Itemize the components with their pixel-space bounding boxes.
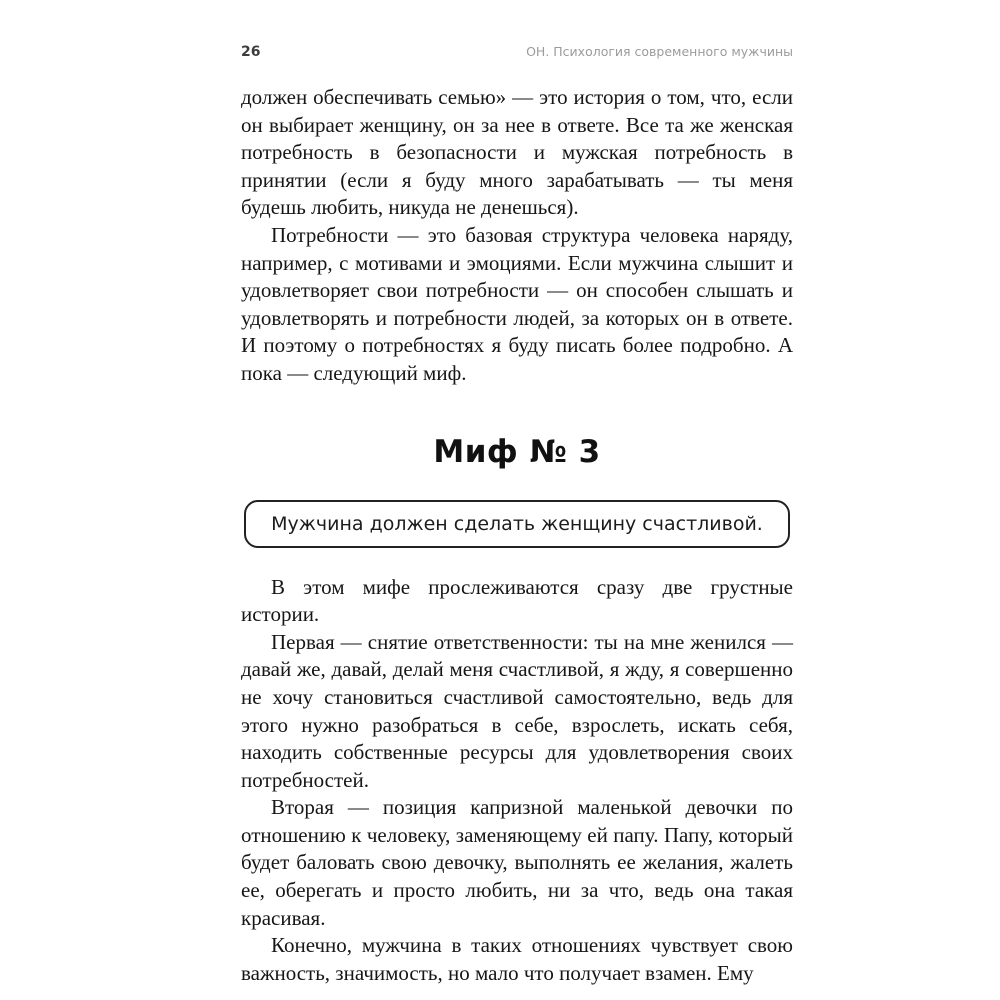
paragraph: Вторая — позиция капризной маленькой девочки по отношению к человеку, заменяющему ей папу. Папу, который будет баловать свою девочку, выполнять ее желания, жалеть ее, оберегать и просто любить, ни за что, ведь она такая красивая.: [241, 795, 793, 930]
paragraph: Конечно, мужчина в таких отношениях чувствует свою важность, значимость, но мало что получает взамен. Ему: [241, 933, 793, 985]
page-header: [241, 44, 793, 60]
running-title: ОН. Психология современного мужчины: [526, 44, 793, 59]
myth-box-text: Мужчина должен сделать женщину счастливой.: [271, 512, 763, 535]
page-body: [241, 84, 793, 987]
myth-box: [244, 500, 790, 548]
paragraph: В этом мифе прослеживаются сразу две грустные истории.: [241, 574, 793, 627]
paragraph: Потребности — это базовая структура человека наряду, например, с мотивами и эмоциями. Если мужчина слышит и удовлетворяет свои потребности — он способен слышать и удовлетворять и потребности людей, за которых он в ответе. И поэтому о потребностях я буду писать более подробно. А пока — следующий миф.: [241, 222, 793, 385]
page-number: 26: [241, 44, 261, 60]
paragraph: должен обеспечивать семью» — это история о том, что, если он выбирает женщину, он за нее в ответе. Все та же женская потребность в безопасности и мужская потребность в принятии (если я буду много зарабатывать — ты меня будешь любить, никуда не денешься).: [241, 85, 793, 220]
paragraph: Первая — снятие ответственности: ты на мне женился — давай же, давай, делай меня счастливой, я жду, я совершенно не хочу становиться счастливой самостоятельно, ведь для этого нужно разобраться в себе, взрослеть, искать себя, находить собственные ресурсы для удовлетворения своих потребностей.: [241, 629, 793, 792]
myth-heading: Миф № 3: [433, 433, 601, 470]
